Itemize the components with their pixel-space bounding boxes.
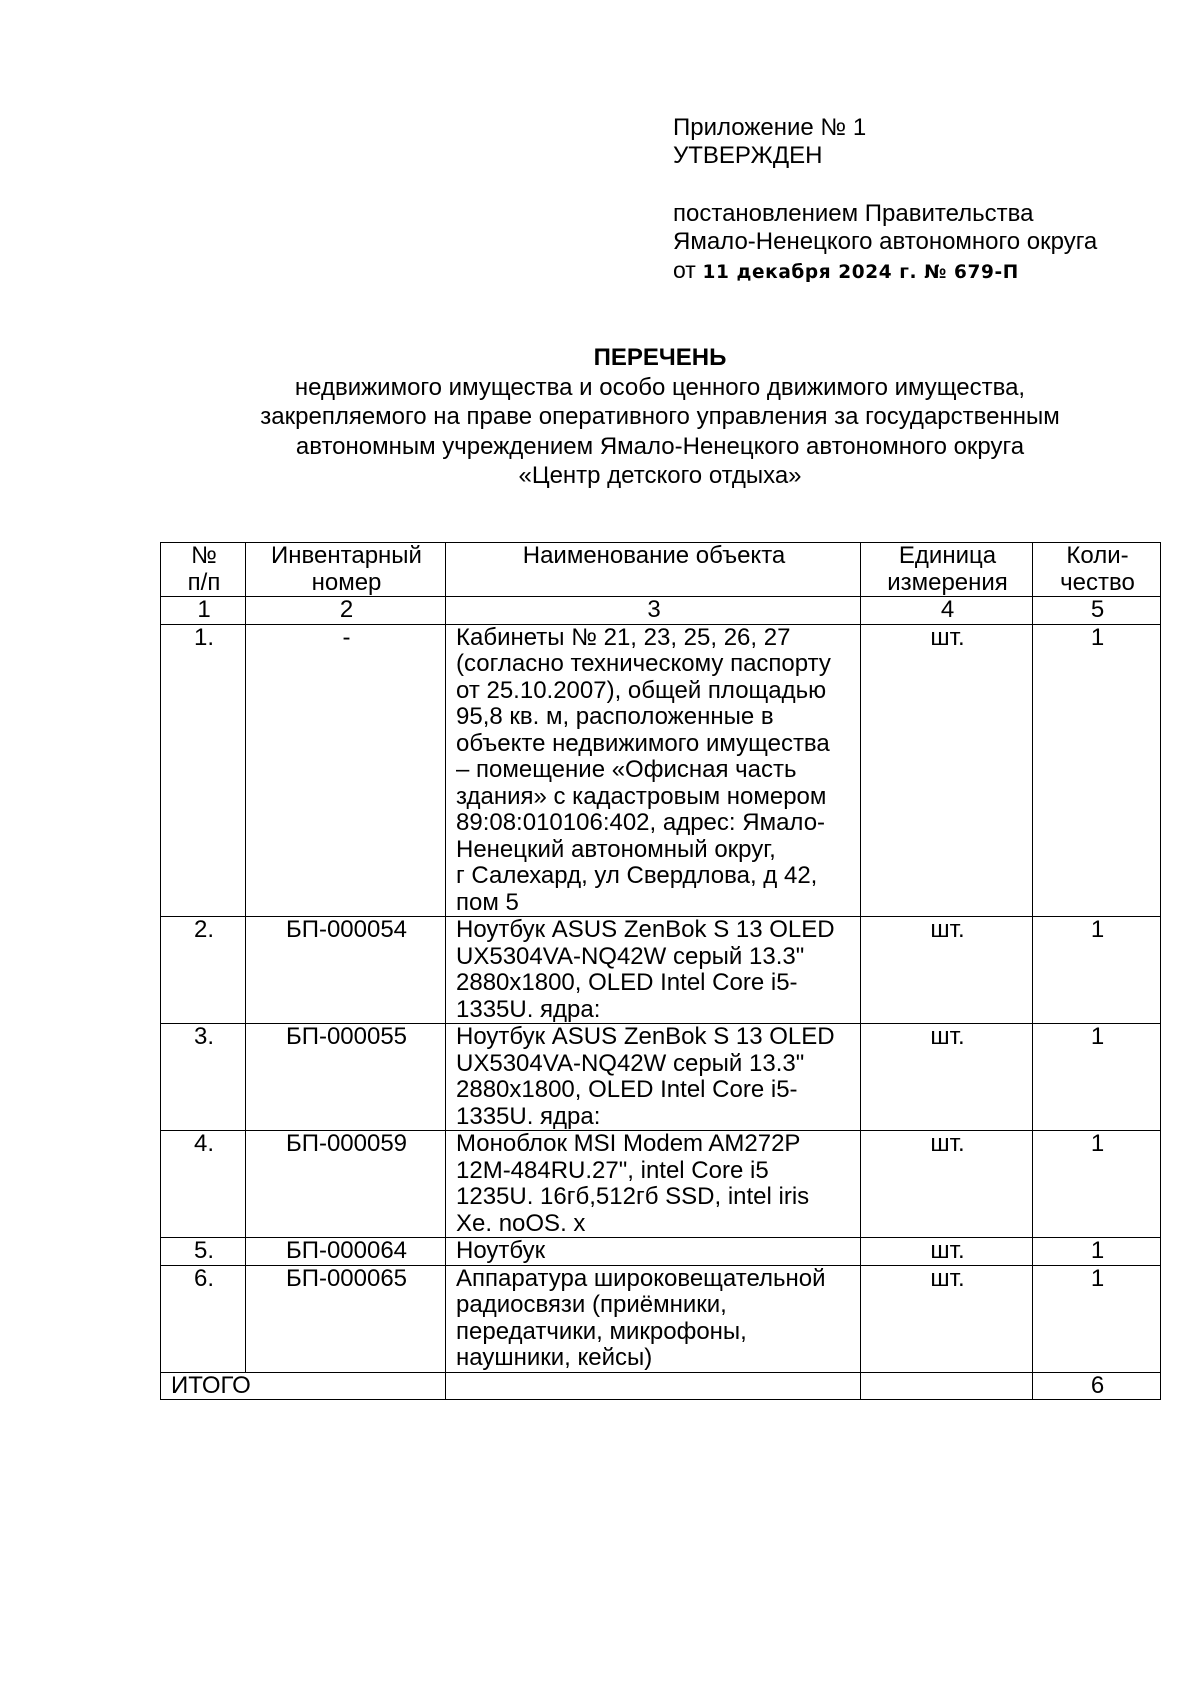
table-row bbox=[161, 624, 1161, 917]
property-table bbox=[160, 542, 1161, 1400]
row-number: 4. bbox=[161, 1131, 246, 1238]
row-object-name-line: (согласно техническому паспорту bbox=[456, 650, 831, 677]
row-object-name-line: Ноутбук ASUS ZenBok S 13 OLED bbox=[456, 916, 835, 943]
header-quantity-line-1: Коли- bbox=[1066, 542, 1129, 569]
header-quantity-line-2: чество bbox=[1060, 568, 1135, 596]
row-inventory-number: БП-000065 bbox=[246, 1265, 446, 1372]
row-number: 1. bbox=[161, 624, 246, 917]
row-object-name-line: пом 5 bbox=[456, 888, 519, 916]
row-object-name bbox=[446, 1024, 861, 1131]
row-object-name-line: 1335U. ядра: bbox=[456, 1102, 601, 1130]
row-object-name-line: 2880x1800, OLED Intel Core i5- bbox=[456, 1076, 798, 1103]
row-quantity: 1 bbox=[1033, 1131, 1161, 1238]
row-unit: шт. bbox=[861, 917, 1033, 1024]
row-number: 2. bbox=[161, 917, 246, 1024]
row-object-name-line: Ненецкий автономный округ, bbox=[456, 835, 776, 863]
column-number-row bbox=[161, 597, 1161, 625]
row-inventory-number: БП-000059 bbox=[246, 1131, 446, 1238]
row-object-name-line: объекте недвижимого имущества bbox=[456, 729, 830, 757]
appendix-label: Приложение № 1 bbox=[673, 114, 867, 141]
row-unit: шт. bbox=[861, 1265, 1033, 1372]
document-title bbox=[160, 343, 1160, 491]
row-inventory-number: БП-000054 bbox=[246, 917, 446, 1024]
title-line-3: автономным учреждением Ямало-Ненецкого автономного округа bbox=[295, 432, 1025, 460]
row-number: 3. bbox=[161, 1024, 246, 1131]
header-number-line-2: п/п bbox=[187, 568, 221, 596]
row-unit: шт. bbox=[861, 1131, 1033, 1238]
table-row bbox=[161, 1265, 1161, 1372]
row-object-name-line: – помещение «Офисная часть bbox=[456, 756, 797, 783]
header-unit bbox=[861, 543, 1033, 597]
table-row bbox=[161, 1024, 1161, 1131]
column-number: 1 bbox=[161, 597, 246, 625]
title-line-1: недвижимого имущества и особо ценного движимого имущества, bbox=[294, 373, 1026, 401]
table-row bbox=[161, 1131, 1161, 1238]
row-object-name-line: Моноблок MSI Modem AM272P bbox=[456, 1130, 801, 1157]
row-object-name-line: Xe. noOS. x bbox=[456, 1209, 586, 1237]
approved-by-line-2: Ямало-Ненецкого автономного округа bbox=[673, 228, 1098, 255]
row-quantity: 1 bbox=[1033, 1024, 1161, 1131]
header-quantity bbox=[1033, 543, 1161, 597]
row-object-name bbox=[446, 917, 861, 1024]
row-quantity: 1 bbox=[1033, 917, 1161, 1024]
column-number: 4 bbox=[861, 597, 1033, 625]
row-object-name-line: 95,8 кв. м, расположенные в bbox=[456, 703, 774, 730]
total-empty-name bbox=[446, 1372, 861, 1400]
row-object-name-line: 89:08:010106:402, адрес: Ямало- bbox=[456, 809, 826, 836]
row-quantity: 1 bbox=[1033, 624, 1161, 917]
total-label: ИТОГО bbox=[161, 1372, 446, 1400]
row-object-name bbox=[446, 1238, 861, 1266]
header-number-line-1: № bbox=[191, 542, 217, 569]
row-unit: шт. bbox=[861, 1024, 1033, 1131]
row-object-name-line: Кабинеты № 21, 23, 25, 26, 27 bbox=[456, 624, 791, 651]
column-number: 3 bbox=[446, 597, 861, 625]
row-object-name-line: наушники, кейсы) bbox=[456, 1344, 653, 1371]
header-number bbox=[161, 543, 246, 597]
row-object-name-line: 1235U. 16гб,512гб SSD, intel iris bbox=[456, 1183, 810, 1210]
approved-by-line-1: постановлением Правительства bbox=[673, 200, 1034, 227]
document-heading: ПЕРЕЧЕНЬ bbox=[593, 344, 727, 371]
row-object-name-line: передатчики, микрофоны, bbox=[456, 1317, 747, 1345]
row-object-name-line: от 25.10.2007), общей площадью bbox=[456, 676, 827, 704]
row-object-name-line: радиосвязи (приёмники, bbox=[456, 1291, 727, 1318]
row-inventory-number: БП-000055 bbox=[246, 1024, 446, 1131]
row-number: 6. bbox=[161, 1265, 246, 1372]
table-row bbox=[161, 917, 1161, 1024]
row-quantity: 1 bbox=[1033, 1265, 1161, 1372]
header-inventory-line-1: Инвентарный bbox=[271, 542, 422, 569]
row-object-name-line: 2880x1800, OLED Intel Core i5- bbox=[456, 969, 798, 996]
column-number: 2 bbox=[246, 597, 446, 625]
row-unit: шт. bbox=[861, 624, 1033, 917]
approved-label: УТВЕРЖДЕН bbox=[673, 142, 823, 169]
row-object-name bbox=[446, 624, 861, 917]
column-number: 5 bbox=[1033, 597, 1161, 625]
title-line-4: «Центр детского отдыха» bbox=[518, 462, 802, 489]
row-object-name-line: 1335U. ядра: bbox=[456, 995, 601, 1023]
approval-date-prefix: от bbox=[673, 257, 696, 283]
approval-stamp bbox=[673, 114, 1183, 287]
row-object-name-line: 12M-484RU.27", intel Core i5 bbox=[456, 1156, 769, 1184]
row-object-name-line: здания» с кадастровым номером bbox=[456, 782, 827, 810]
row-unit: шт. bbox=[861, 1238, 1033, 1266]
row-object-name bbox=[446, 1265, 861, 1372]
table-total-row bbox=[161, 1372, 1161, 1400]
row-object-name-line: UX5304VA-NQ42W серый 13.3" bbox=[456, 942, 805, 970]
table-row bbox=[161, 1238, 1161, 1266]
header-unit-line-1: Единица bbox=[898, 542, 997, 569]
row-object-name-line: UX5304VA-NQ42W серый 13.3" bbox=[456, 1049, 805, 1077]
total-quantity: 6 bbox=[1033, 1372, 1161, 1400]
row-inventory-number: БП-000064 bbox=[246, 1238, 446, 1266]
header-unit-line-2: измерения bbox=[887, 568, 1008, 596]
row-inventory-number: - bbox=[246, 624, 446, 917]
header-name: Наименование объекта bbox=[446, 543, 861, 597]
header-inventory bbox=[246, 543, 446, 597]
approval-date bbox=[673, 256, 1183, 287]
total-empty-unit bbox=[861, 1372, 1033, 1400]
header-inventory-line-2: номер bbox=[311, 568, 382, 596]
row-object-name-line: г Салехард, ул Свердлова, д 42, bbox=[456, 862, 818, 889]
title-line-2: закрепляемого на праве оперативного управления за государственным bbox=[260, 403, 1060, 430]
row-object-name-line: Ноутбук bbox=[456, 1237, 546, 1264]
approval-spacer bbox=[673, 170, 1183, 200]
row-object-name-line: Ноутбук ASUS ZenBok S 13 OLED bbox=[456, 1023, 835, 1050]
row-object-name bbox=[446, 1131, 861, 1238]
row-object-name-line: Аппаратура широковещательной bbox=[456, 1265, 826, 1292]
table-header-row bbox=[161, 543, 1161, 597]
row-quantity: 1 bbox=[1033, 1238, 1161, 1266]
row-number: 5. bbox=[161, 1238, 246, 1266]
approval-date-value: 11 декабря 2024 г. № 679-П bbox=[702, 262, 1019, 283]
